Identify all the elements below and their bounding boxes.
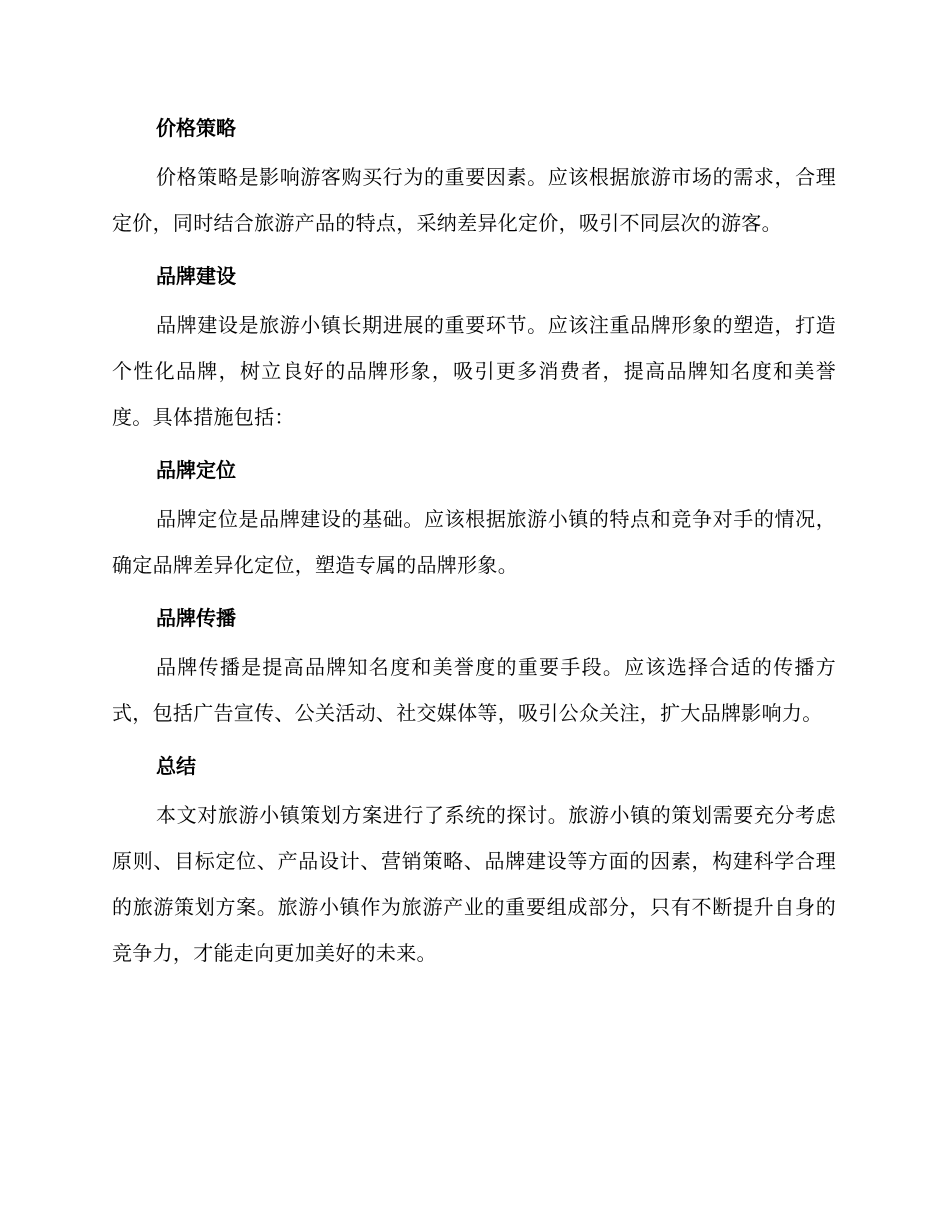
section-heading: 品牌定位 [156, 458, 236, 482]
section-heading: 总结 [156, 754, 196, 778]
section-pricing-strategy [112, 108, 836, 246]
section-summary [112, 746, 836, 976]
section-brand-building [112, 256, 836, 440]
section-heading: 价格策略 [156, 116, 236, 140]
section-paragraph: 品牌传播是提高品牌知名度和美誉度的重要手段。应该选择合适的传播方式，包括广告宣传、公关活动、社交媒体等，吸引公众关注，扩大品牌影响力。 [112, 655, 836, 725]
section-brand-communication [112, 598, 836, 736]
section-heading: 品牌建设 [156, 264, 236, 288]
section-heading: 品牌传播 [156, 606, 236, 630]
section-paragraph: 品牌建设是旅游小镇长期进展的重要环节。应该注重品牌形象的塑造，打造个性化品牌，树立良好的品牌形象，吸引更多消费者，提高品牌知名度和美誉度。具体措施包括： [112, 313, 836, 429]
section-paragraph: 本文对旅游小镇策划方案进行了系统的探讨。旅游小镇的策划需要充分考虑原则、目标定位、产品设计、营销策略、品牌建设等方面的因素，构建科学合理的旅游策划方案。旅游小镇作为旅游产业的重要组成部分，只有不断提升自身的竞争力，才能走向更加美好的未来。 [112, 803, 836, 965]
document-content [112, 108, 836, 976]
section-paragraph: 品牌定位是品牌建设的基础。应该根据旅游小镇的特点和竞争对手的情况，确定品牌差异化定位，塑造专属的品牌形象。 [112, 507, 836, 577]
section-paragraph: 价格策略是影响游客购买行为的重要因素。应该根据旅游市场的需求，合理定价，同时结合旅游产品的特点，采纳差异化定价，吸引不同层次的游客。 [112, 165, 836, 235]
section-brand-positioning [112, 450, 836, 588]
